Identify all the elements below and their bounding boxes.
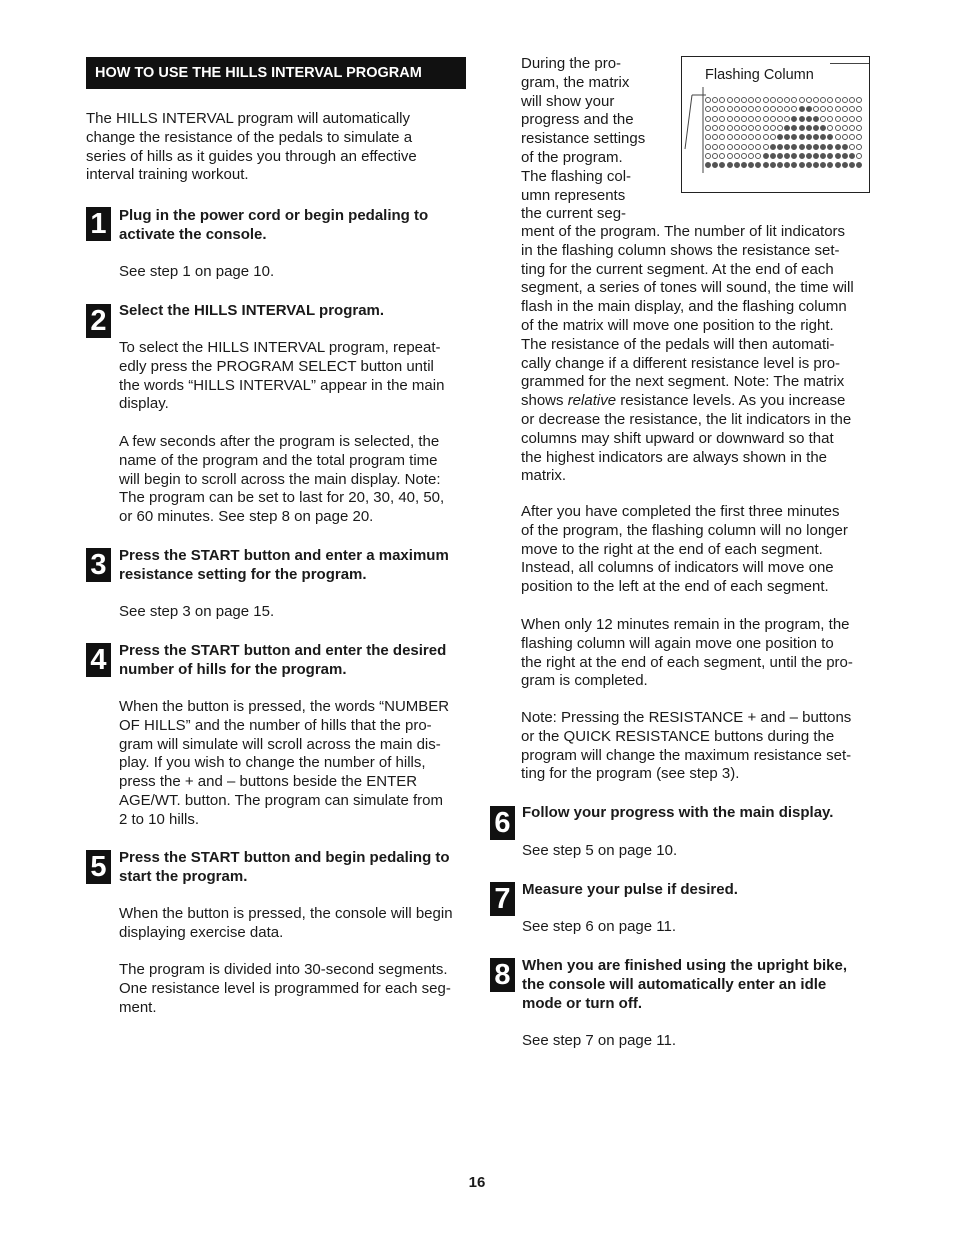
matrix-indicator xyxy=(842,153,848,159)
step-4-text: When the button is pressed, the words “NUMBER OF HILLS” and the number of hills that the pro- gram will simulate will scroll across the main dis- play. If you wish to change the number of hills, press the + and – buttons beside the ENTER AGE/WT. button. The program can simulate from 2 to 10 hills. xyxy=(119,698,450,828)
step-3-title: Press the START button and enter a maximum resistance setting for the program. xyxy=(119,547,449,583)
matrix-indicator xyxy=(741,125,747,131)
step-number-8: 8 xyxy=(490,958,515,992)
matrix-indicator xyxy=(741,144,747,150)
step-number-3: 3 xyxy=(86,548,111,582)
step-7-text: See step 6 on page 11. xyxy=(522,918,677,935)
matrix-indicator xyxy=(806,134,812,140)
matrix-indicator xyxy=(806,125,812,131)
matrix-indicator xyxy=(849,116,855,122)
matrix-indicator xyxy=(856,116,862,122)
matrix-indicator xyxy=(741,153,747,159)
matrix-indicator xyxy=(842,144,848,150)
matrix-indicator xyxy=(727,97,733,103)
step-5-text-1: When the button is pressed, the console will begin displaying exercise data. xyxy=(119,905,453,941)
matrix-indicator xyxy=(827,144,833,150)
matrix-indicator xyxy=(727,116,733,122)
step-1-title: Plug in the power cord or begin pedaling to activate the console. xyxy=(119,207,429,243)
matrix-indicator xyxy=(799,116,805,122)
matrix-indicator xyxy=(734,125,740,131)
matrix-indicator xyxy=(705,116,711,122)
matrix-indicator xyxy=(734,97,740,103)
step-6-text: See step 5 on page 10. xyxy=(522,842,678,859)
matrix-indicator xyxy=(835,144,841,150)
matrix-indicator xyxy=(763,116,769,122)
step-8-text: See step 7 on page 11. xyxy=(522,1032,677,1049)
step-7-title: Measure your pulse if desired. xyxy=(522,881,738,898)
step-1-text: See step 1 on page 10. xyxy=(119,263,275,280)
matrix-indicator xyxy=(813,97,819,103)
matrix-indicator xyxy=(770,134,776,140)
step-8-title: When you are finished using the upright bike, the console will automatically enter an idle mode or turn off. xyxy=(522,957,848,1012)
matrix-indicator xyxy=(806,162,812,168)
matrix-indicator xyxy=(806,97,812,103)
matrix-indicator xyxy=(806,144,812,150)
matrix-indicator xyxy=(784,153,790,159)
matrix-indicator xyxy=(799,125,805,131)
matrix-indicator xyxy=(705,125,711,131)
matrix-indicator xyxy=(835,162,841,168)
step-number-4: 4 xyxy=(86,643,111,677)
matrix-indicator xyxy=(849,97,855,103)
matrix-indicator xyxy=(770,153,776,159)
matrix-indicator xyxy=(820,144,826,150)
matrix-indicator xyxy=(835,134,841,140)
matrix-indicator xyxy=(705,153,711,159)
matrix-text-wrap: During the pro- gram, the matrix will show your progress and the resistance settings of the program. The flashing col- umn represents the current seg- xyxy=(521,55,646,223)
matrix-indicator xyxy=(712,153,718,159)
matrix-indicator xyxy=(748,144,754,150)
matrix-indicator xyxy=(777,153,783,159)
step-number-6: 6 xyxy=(490,806,515,840)
step-5-text-2: The program is divided into 30-second segments. One resistance level is programmed for each seg- ment. xyxy=(119,961,451,1016)
matrix-indicator xyxy=(842,125,848,131)
matrix-indicator xyxy=(727,134,733,140)
matrix-indicator xyxy=(727,106,733,112)
right-paragraph-4: Note: Pressing the RESISTANCE + and – buttons or the QUICK RESISTANCE buttons during the program will change the maximum resistance set- ting for the program (see step 3). xyxy=(521,709,852,783)
step-2-text-1: To select the HILLS INTERVAL program, repeat- edly press the PROGRAM SELECT button until the words “HILLS INTERVAL” appear in the main display. xyxy=(119,339,445,413)
matrix-indicator xyxy=(835,106,841,112)
step-4-title: Press the START button and enter the desired number of hills for the program. xyxy=(119,642,447,678)
matrix-indicator xyxy=(727,153,733,159)
matrix-indicator xyxy=(842,162,848,168)
section-heading: HOW TO USE THE HILLS INTERVAL PROGRAM xyxy=(86,57,466,89)
matrix-indicator xyxy=(842,97,848,103)
matrix-indicator xyxy=(835,125,841,131)
matrix-indicator xyxy=(763,106,769,112)
step-number-7: 7 xyxy=(490,882,515,916)
matrix-indicator xyxy=(748,116,754,122)
matrix-indicator xyxy=(820,153,826,159)
flashing-column-label: Flashing Column xyxy=(705,67,814,83)
matrix-indicator xyxy=(727,125,733,131)
matrix-indicator xyxy=(777,144,783,150)
right-paragraph-2: After you have completed the first three minutes of the program, the flashing column will no longer move to the right at the end of each segment. Instead, all columns of indicators will move one position to the left at the end of each segment. xyxy=(521,503,848,596)
matrix-indicator xyxy=(777,97,783,103)
matrix-indicator xyxy=(763,97,769,103)
page-number: 16 xyxy=(468,1174,486,1191)
matrix-indicator xyxy=(734,153,740,159)
matrix-indicator xyxy=(734,134,740,140)
step-number-5: 5 xyxy=(86,850,111,884)
matrix-indicator xyxy=(712,144,718,150)
matrix-indicator xyxy=(806,116,812,122)
matrix-indicator xyxy=(856,144,862,150)
matrix-indicator xyxy=(806,153,812,159)
matrix-indicator xyxy=(763,153,769,159)
matrix-indicator xyxy=(770,162,776,168)
matrix-indicator xyxy=(712,116,718,122)
matrix-indicator xyxy=(849,153,855,159)
matrix-indicator xyxy=(835,153,841,159)
matrix-indicator xyxy=(842,134,848,140)
matrix-indicator xyxy=(741,116,747,122)
matrix-indicator xyxy=(784,116,790,122)
matrix-indicator xyxy=(856,153,862,159)
matrix-indicator xyxy=(835,116,841,122)
matrix-indicator xyxy=(705,144,711,150)
matrix-indicator xyxy=(849,125,855,131)
matrix-text-full: ment of the program. The number of lit indicators in the flashing column shows the resistance set- ting for the current segment. At the end of each segment, a series of tones will sound, the time will flash in the main display, and the flashing column of the matrix will move one position to the right. The resistance of the pedals will then automati- cally change if a different resistance level is pro- grammed for the next segment. Note: The matrix shows relative resistance levels. As you increase or decrease the resistance, the lit indicators in the columns may shift upward or downward so that the highest indicators are always shown in the matrix. xyxy=(521,223,854,485)
matrix-indicator xyxy=(820,116,826,122)
matrix-indicator xyxy=(799,97,805,103)
matrix-indicator xyxy=(813,153,819,159)
matrix-indicator xyxy=(799,153,805,159)
matrix-figure xyxy=(681,56,870,193)
step-number-1: 1 xyxy=(86,207,111,241)
matrix-indicator xyxy=(784,144,790,150)
intro-paragraph: The HILLS INTERVAL program will automatically change the resistance of the pedals to simulate a series of hills as it guides you through an effective interval training workout. xyxy=(86,110,417,184)
matrix-indicator xyxy=(849,144,855,150)
matrix-indicator xyxy=(727,162,733,168)
matrix-indicator xyxy=(770,144,776,150)
matrix-indicator xyxy=(763,125,769,131)
right-paragraph-3: When only 12 minutes remain in the program, the flashing column will again move one position to the right at the end of each segment, until the pro- gram is completed. xyxy=(521,616,853,690)
step-2-text-2: A few seconds after the program is selected, the name of the program and the total program time will begin to scroll across the main display. Note: The program can be set to last for 20, 30, 40, 50, or 60 minutes. See step 8 on page 20. xyxy=(119,433,445,526)
matrix-indicator xyxy=(791,144,797,150)
matrix-indicator xyxy=(799,106,805,112)
relative-emphasis: relative xyxy=(567,392,617,410)
matrix-indicator xyxy=(727,144,733,150)
matrix-indicator xyxy=(799,134,805,140)
matrix-indicator xyxy=(755,144,761,150)
matrix-indicator xyxy=(734,144,740,150)
matrix-indicator xyxy=(705,97,711,103)
matrix-indicator xyxy=(763,144,769,150)
matrix-indicator xyxy=(842,116,848,122)
matrix-indicator xyxy=(719,144,725,150)
matrix-indicator xyxy=(763,134,769,140)
matrix-indicator xyxy=(763,162,769,168)
matrix-indicator xyxy=(813,116,819,122)
matrix-indicator xyxy=(799,162,805,168)
matrix-indicator xyxy=(770,116,776,122)
matrix-indicator xyxy=(813,144,819,150)
matrix-indicator xyxy=(777,116,783,122)
matrix-indicator xyxy=(734,116,740,122)
step-6-title: Follow your progress with the main display. xyxy=(522,804,834,821)
step-5-title: Press the START button and begin pedaling to start the program. xyxy=(119,849,450,885)
step-3-text: See step 3 on page 15. xyxy=(119,603,275,620)
matrix-indicator xyxy=(770,125,776,131)
step-2-title: Select the HILLS INTERVAL program. xyxy=(119,302,385,319)
matrix-indicator xyxy=(813,125,819,131)
matrix-indicator xyxy=(799,144,805,150)
matrix-indicator xyxy=(835,97,841,103)
matrix-indicator xyxy=(770,97,776,103)
matrix-indicator xyxy=(748,153,754,159)
matrix-indicator xyxy=(734,162,740,168)
matrix-indicator xyxy=(741,97,747,103)
matrix-indicator xyxy=(777,125,783,131)
step-number-2: 2 xyxy=(86,304,111,338)
